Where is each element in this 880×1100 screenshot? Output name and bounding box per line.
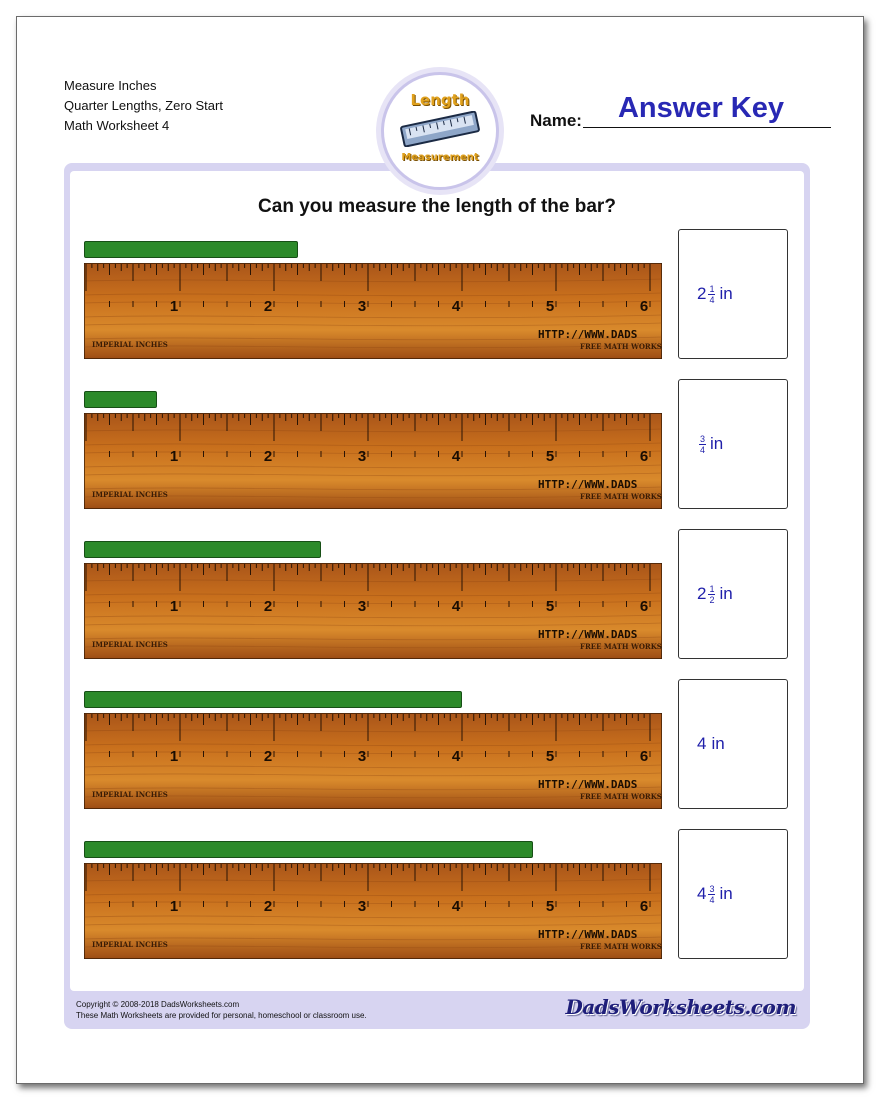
ruler xyxy=(84,263,662,364)
answer-box xyxy=(678,229,788,359)
problem-row xyxy=(84,679,802,819)
ruler-number: 3 xyxy=(357,298,367,315)
ruler-label-url: HTTP://WWW.DADS xyxy=(538,328,638,341)
header-worksheet-number: Math Worksheet 4 xyxy=(64,118,170,133)
ruler xyxy=(84,563,662,664)
fraction-numerator: 3 xyxy=(709,883,715,894)
header-subtitle: Quarter Lengths, Zero Start xyxy=(64,98,223,113)
name-label: Name: xyxy=(530,111,582,130)
answer-value xyxy=(697,680,725,808)
ruler-graphic xyxy=(84,713,662,809)
ruler-number: 2 xyxy=(263,748,273,765)
answer-whole: 2 xyxy=(697,584,707,603)
answer-box xyxy=(678,829,788,959)
ruler-label-free: FREE MATH WORKS xyxy=(580,642,662,651)
name-line xyxy=(583,127,831,128)
ruler-number: 4 xyxy=(451,298,461,315)
ruler-number: 3 xyxy=(357,448,367,465)
ruler-number: 1 xyxy=(169,298,179,315)
ruler-label-free: FREE MATH WORKS xyxy=(580,792,662,801)
answer-whole: 2 xyxy=(697,284,707,303)
logo-title: Length xyxy=(410,91,470,109)
fraction-numerator: 1 xyxy=(709,583,715,594)
ruler-label-free: FREE MATH WORKS xyxy=(580,942,662,951)
brand-logo: DadsWorksheets.com xyxy=(565,995,796,1019)
answer-box xyxy=(678,679,788,809)
measure-bar xyxy=(84,841,533,858)
ruler-number: 5 xyxy=(545,598,555,615)
answer-fraction xyxy=(699,434,706,455)
ruler-label-url: HTTP://WWW.DADS xyxy=(538,478,638,491)
length-measurement-logo xyxy=(381,72,499,190)
fraction-numerator: 1 xyxy=(709,283,715,294)
ruler-number: 2 xyxy=(263,448,273,465)
ruler-label-imperial: IMPERIAL INCHES xyxy=(92,490,168,499)
answer-whole: 4 xyxy=(697,884,707,903)
answer-fraction xyxy=(708,584,715,605)
answer-key-label: Answer Key xyxy=(617,92,784,124)
answer-value xyxy=(697,230,733,358)
answer-value xyxy=(697,530,733,658)
fraction-denominator: 4 xyxy=(709,294,715,305)
ruler-number: 6 xyxy=(639,898,649,915)
fraction-denominator: 4 xyxy=(700,444,706,455)
ruler-number: 4 xyxy=(451,898,461,915)
header-title: Measure Inches xyxy=(64,78,157,93)
answer-unit: in xyxy=(719,284,733,303)
ruler-number: 1 xyxy=(169,898,179,915)
fraction-denominator: 2 xyxy=(709,594,715,605)
ruler-label-free: FREE MATH WORKS xyxy=(580,492,662,501)
ruler-label-imperial: IMPERIAL INCHES xyxy=(92,640,168,649)
ruler-number: 4 xyxy=(451,448,461,465)
ruler-number: 5 xyxy=(545,298,555,315)
ruler-number: 5 xyxy=(545,448,555,465)
answer-unit: in xyxy=(710,434,724,453)
problem-row xyxy=(84,379,802,519)
ruler-icon xyxy=(398,111,482,147)
ruler-number: 2 xyxy=(263,298,273,315)
ruler-number: 1 xyxy=(169,448,179,465)
measure-bar xyxy=(84,241,298,258)
ruler-number: 3 xyxy=(357,898,367,915)
measure-bar xyxy=(84,691,462,708)
ruler-graphic xyxy=(84,413,662,509)
ruler xyxy=(84,863,662,964)
answer-fraction xyxy=(708,284,715,305)
ruler-label-imperial: IMPERIAL INCHES xyxy=(92,790,168,799)
ruler-label-free: FREE MATH WORKS xyxy=(580,342,662,351)
ruler-label-imperial: IMPERIAL INCHES xyxy=(92,340,168,349)
ruler-graphic xyxy=(84,263,662,359)
usage-notice: These Math Worksheets are provided for personal, homeschool or classroom use. xyxy=(76,1011,367,1020)
problems-frame xyxy=(64,163,810,1029)
ruler-label-url: HTTP://WWW.DADS xyxy=(538,928,638,941)
ruler-number: 4 xyxy=(451,748,461,765)
ruler-number: 3 xyxy=(357,598,367,615)
answer-box xyxy=(678,529,788,659)
problem-row xyxy=(84,529,802,669)
ruler-label-imperial: IMPERIAL INCHES xyxy=(92,940,168,949)
ruler-number: 1 xyxy=(169,598,179,615)
worksheet-header xyxy=(64,76,223,136)
answer-box xyxy=(678,379,788,509)
answer-value xyxy=(697,380,723,508)
answer-fraction xyxy=(708,884,715,905)
problems-panel xyxy=(70,171,804,991)
footer-copyright xyxy=(76,999,367,1021)
ruler-number: 6 xyxy=(639,598,649,615)
answer-value xyxy=(697,830,733,958)
ruler-number: 5 xyxy=(545,748,555,765)
ruler-number: 5 xyxy=(545,898,555,915)
ruler-number: 2 xyxy=(263,598,273,615)
answer-whole: 4 xyxy=(697,734,707,753)
ruler xyxy=(84,413,662,514)
ruler-number: 6 xyxy=(639,448,649,465)
measure-bar xyxy=(84,541,321,558)
ruler-number: 1 xyxy=(169,748,179,765)
fraction-numerator: 3 xyxy=(700,433,706,444)
question-heading: Can you measure the length of the bar? xyxy=(258,196,616,217)
measure-bar xyxy=(84,391,157,408)
answer-unit: in xyxy=(711,734,725,753)
copyright-text: Copyright © 2008-2018 DadsWorksheets.com xyxy=(76,1000,240,1009)
fraction-denominator: 4 xyxy=(709,894,715,905)
ruler-label-url: HTTP://WWW.DADS xyxy=(538,778,638,791)
ruler-number: 6 xyxy=(639,748,649,765)
ruler-graphic xyxy=(84,863,662,959)
ruler xyxy=(84,713,662,814)
ruler-label-url: HTTP://WWW.DADS xyxy=(538,628,638,641)
ruler-number: 4 xyxy=(451,598,461,615)
answer-unit: in xyxy=(719,584,733,603)
logo-subtitle: Measurement xyxy=(401,152,479,163)
problem-row xyxy=(84,229,802,369)
ruler-number: 6 xyxy=(639,298,649,315)
ruler-graphic xyxy=(84,563,662,659)
answer-unit: in xyxy=(719,884,733,903)
ruler-number: 3 xyxy=(357,748,367,765)
ruler-number: 2 xyxy=(263,898,273,915)
problem-row xyxy=(84,829,802,969)
